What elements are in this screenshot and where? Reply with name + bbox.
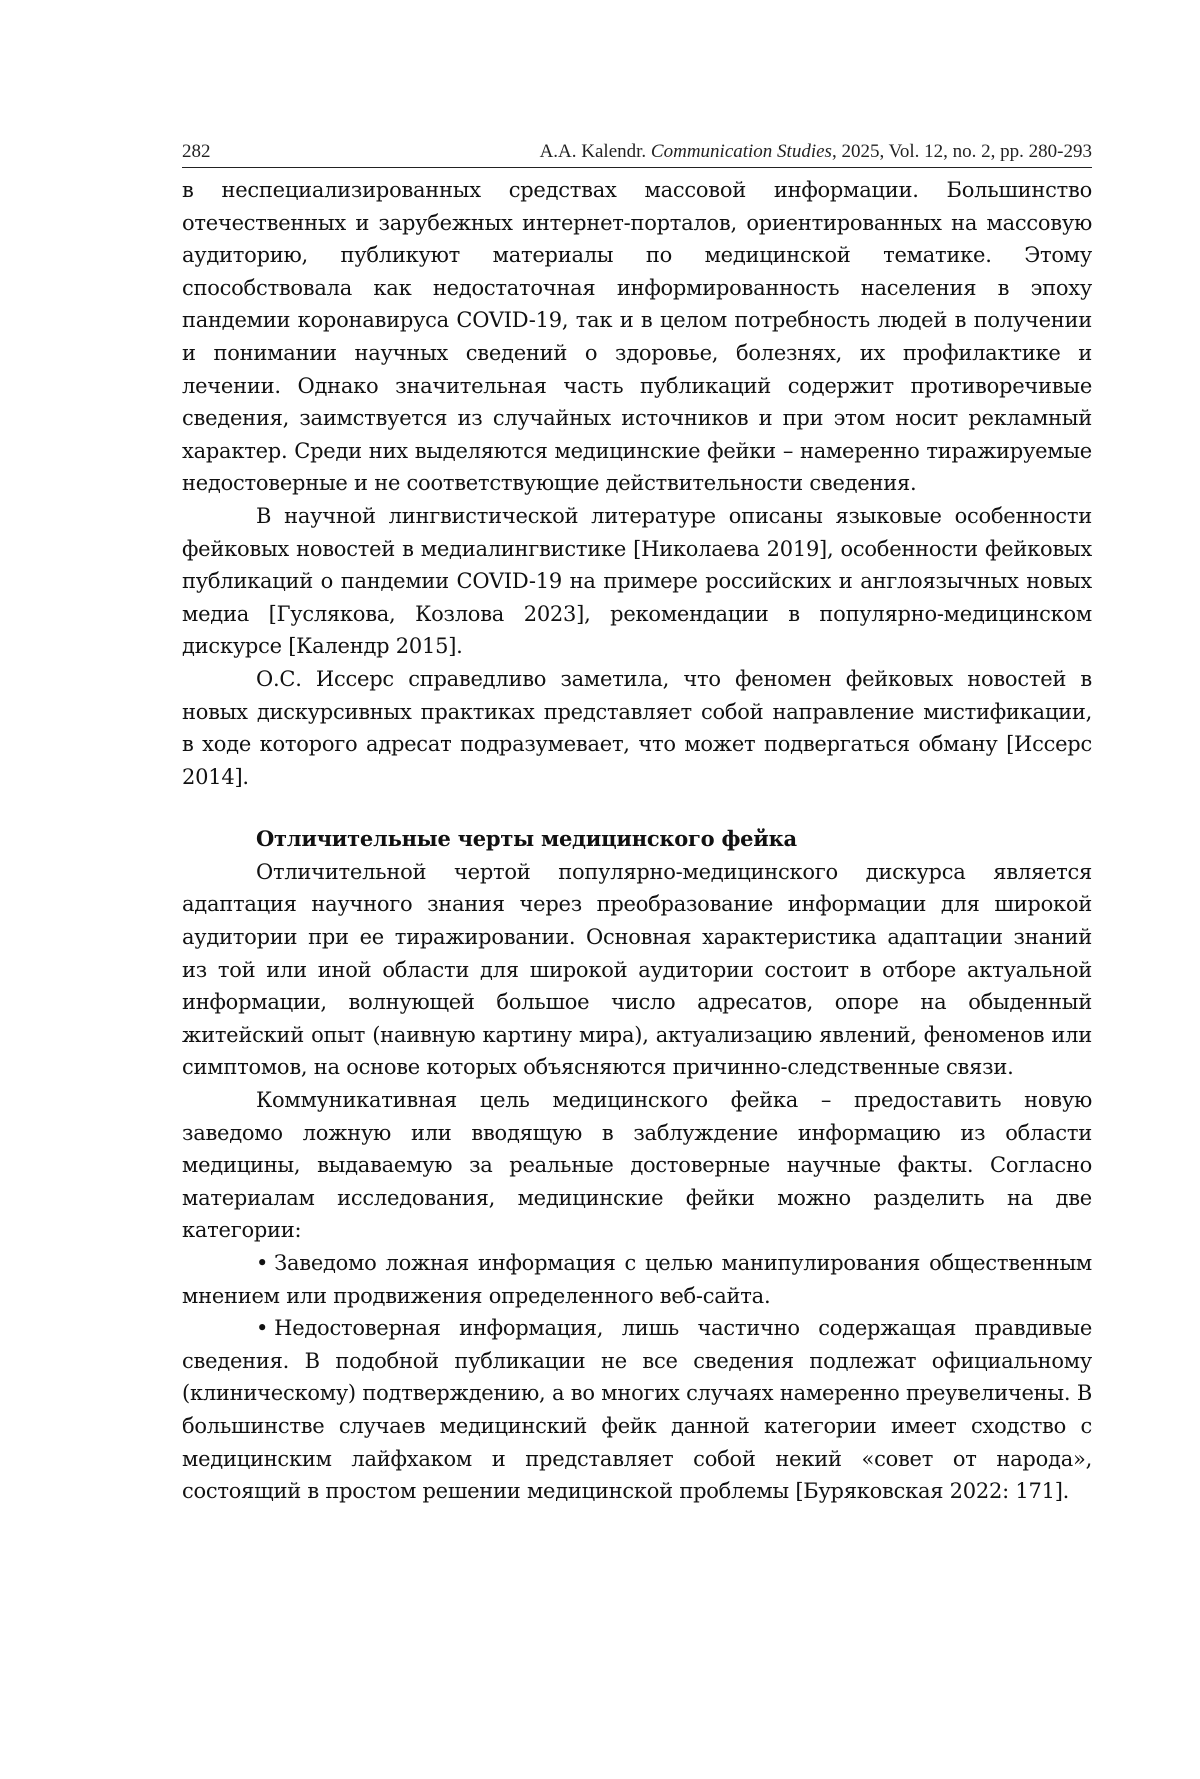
bullet-text: Заведомо ложная информация с целью манипулирования общественным мнением или продвижения определенного веб-сайта. <box>182 1251 1092 1308</box>
paragraph: О.С. Иссерс справедливо заметила, что феномен фейковых новостей в новых дискурсивных практиках представляет собой направление мистификации, в ходе которого адресат подразумевает, что может подвергаться обману [Иссерс 2014]. <box>182 666 1092 789</box>
paragraph: Отличительной чертой популярно-медицинского дискурса является адаптация научного знания через преобразование информации для широкой аудитории при ее тиражировании. Основная характеристика адаптации знаний из той или иной области для широкой аудитории состоит в отборе актуальной информации, волнующей большое число адресатов, опоре на обыденный житейский опыт (наивную картину мира), актуализацию явлений, феноменов или симптомов, на основе которых объясняются причинно-следственные связи. <box>182 859 1092 1080</box>
paragraph-continued: в неспециализированных средствах массовой информации. Большинство отечественных и зарубежных интернет-порталов, ориентированных на массовую аудиторию, публикуют материалы по медицинской тематике. Этому способствовала как недостаточная информированность населения в эпоху пандемии коронавируса COVID-19, так и в целом потребность людей в получении и понимании научных сведений о здоровье, болезнях, их профилактике и лечении. Однако значительная часть публикаций содержит противоречивые сведения, заимствуется из случайных источников и при этом носит рекламный характер. Среди них выделяются медицинские фейки – намеренно тиражируемые недостоверные и не соответствующие действительности сведения. <box>182 178 1092 496</box>
section-heading: Отличительные черты медицинского фейка <box>256 826 797 852</box>
article-body <box>182 174 1092 1508</box>
citation-author: A.A. Kalendr. <box>539 141 647 162</box>
bullet-icon: • <box>256 1251 269 1275</box>
citation-journal: Communication Studies <box>650 141 832 162</box>
bullet-text: Недостоверная информация, лишь частично содержащая правдивые сведения. В подобной публикации не все сведения подлежат официальному (клиническому) подтверждению, а во многих случаях намеренно преувеличены. В большинстве случаев медицинский фейк данной категории имеет сходство с медицинским лайфхаком и представляет собой некий «совет от народа», состоящий в простом решении медицинской проблемы [Буряковская 2022: 171]. <box>182 1316 1092 1504</box>
journal-page <box>182 140 1092 1508</box>
bullet-icon: • <box>256 1316 269 1341</box>
running-header <box>182 140 1092 168</box>
citation-details: , 2025, Vol. 12, no. 2, pp. 280-293 <box>831 141 1092 162</box>
bullet-item <box>182 1247 1092 1312</box>
page-number: 282 <box>182 141 211 162</box>
running-citation <box>540 140 1092 164</box>
paragraph: В научной лингвистической литературе описаны языковые особенности фейковых новостей в медиалингвистике [Николаева 2019], особенности фейковых публикаций о пандемии COVID-19 на примере российских и англоязычных новых медиа [Гуслякова, Козлова 2023], рекомендации в популярно-медицинском дискурсе [Календр 2015]. <box>182 503 1092 659</box>
bullet-item <box>182 1312 1092 1508</box>
paragraph: Коммуникативная цель медицинского фейка – предоставить новую заведомо ложную или вводящую в заблуждение информацию из области медицины, выдаваемую за реальные достоверные научные факты. Согласно материалам исследования, медицинские фейки можно разделить на две категории: <box>182 1088 1092 1243</box>
